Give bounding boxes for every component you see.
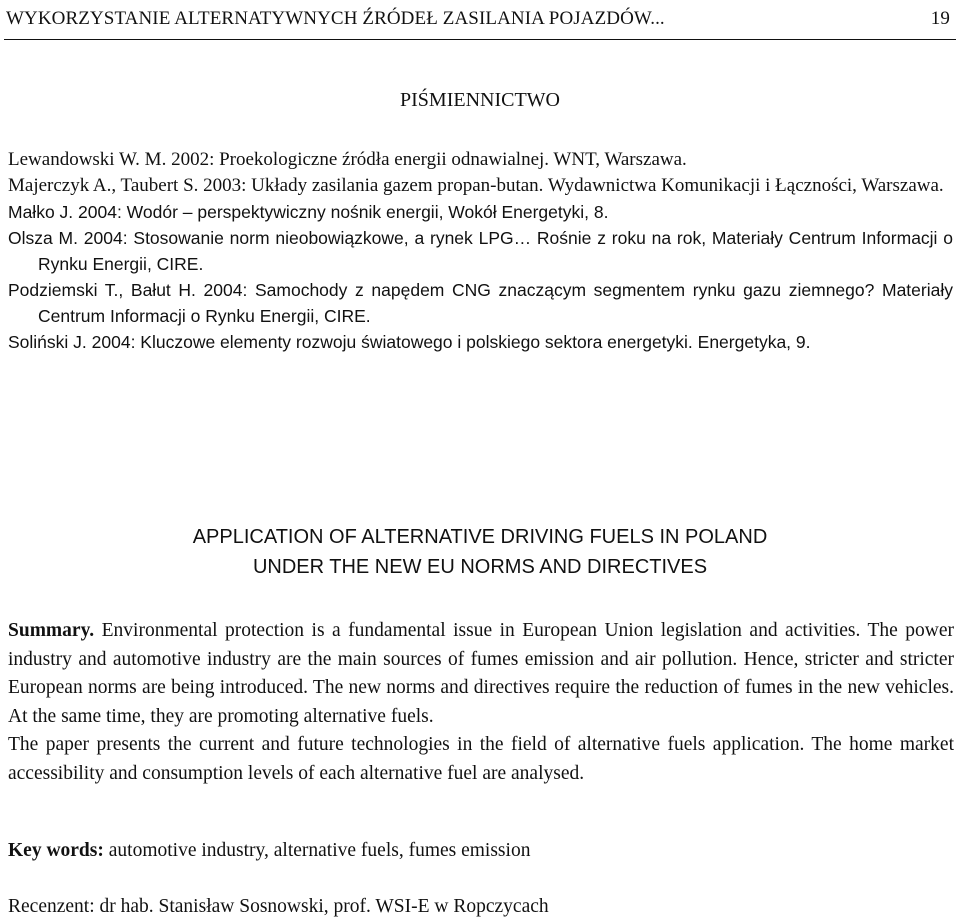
reference-item: Podziemski T., Bałut H. 2004: Samochody z napędem CNG znaczącym segmentem rynku gazu ziemnego? Materiały Centrum Informacji o Rynku Energii, CIRE. <box>8 280 953 326</box>
keywords-text: automotive industry, alternative fuels, fumes emission <box>103 840 531 861</box>
reference-item: Majerczyk A., Taubert S. 2003: Układy zasilania gazem propan-butan. Wydawnictwa Komunikacji i Łączności, Warszawa. <box>8 175 944 196</box>
running-title: WYKORZYSTANIE ALTERNATYWNYCH ŹRÓDEŁ ZASILANIA POJAZDÓW... <box>6 8 665 29</box>
keywords-label: Key words: <box>8 840 104 861</box>
reference-item: Lewandowski W. M. 2002: Proekologiczne źródła energii odnawialnej. WNT, Warszawa. <box>8 149 687 170</box>
bibliography-heading: PIŚMIENNICTWO <box>400 89 560 111</box>
header-rule <box>4 39 956 40</box>
summary-paragraph <box>8 617 954 731</box>
summary-paragraph: The paper presents the current and future technologies in the field of alternative fuels application. The home market accessibility and consumption levels of each alternative fuel are analysed. <box>8 734 954 784</box>
keywords-line <box>8 840 954 862</box>
summary-label: Summary. <box>8 620 95 641</box>
reviewer-line: Recenzent: dr hab. Stanisław Sosnowski, prof. WSI-E w Ropczycach <box>8 896 549 917</box>
english-title-line: UNDER THE NEW EU NORMS AND DIRECTIVES <box>252 556 708 578</box>
english-title-line: APPLICATION OF ALTERNATIVE DRIVING FUELS IN POLAND <box>192 526 768 548</box>
reference-list <box>8 147 953 355</box>
summary-section <box>8 617 954 788</box>
reference-item: Małko J. 2004: Wodór – perspektywiczny nośnik energii, Wokół Energetyki, 8. <box>8 202 609 222</box>
summary-text: Environmental protection is a fundamental issue in European Union legislation and activities. The power industry and automotive industry are the main sources of fumes emission and air pollution. Hence, stricter and stricter European norms are being introduced. The new norms and directives require the reduction of fumes in the new vehicles. At the same time, they are promoting alternative fuels. <box>8 620 954 727</box>
page-number: 19 <box>930 8 950 29</box>
english-title <box>0 522 960 582</box>
reference-item: Soliński J. 2004: Kluczowe elementy rozwoju światowego i polskiego sektora energetyki. Energetyka, 9. <box>8 332 811 352</box>
reference-item: Olsza M. 2004: Stosowanie norm nieobowiązkowe, a rynek LPG… Rośnie z roku na rok, Materiały Centrum Informacji o Rynku Energii, CIRE. <box>8 228 953 274</box>
